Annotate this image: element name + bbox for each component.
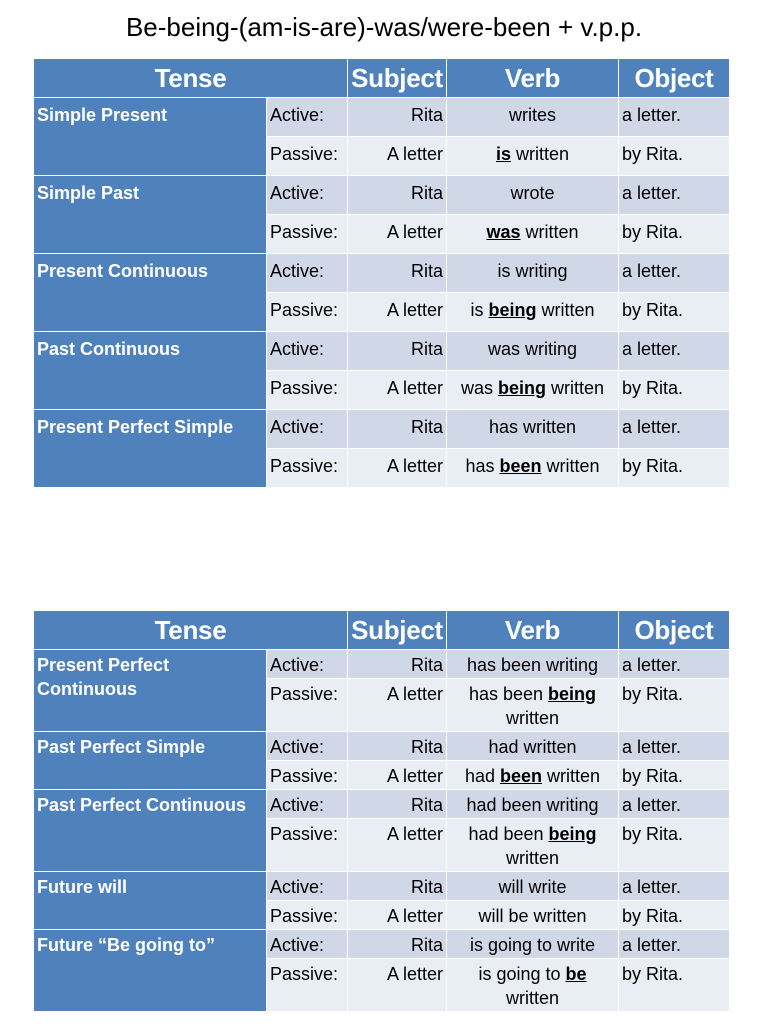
verb-cell	[447, 215, 619, 254]
subject-cell: Rita	[348, 254, 447, 293]
voice-label: Active:	[267, 410, 348, 449]
table-row	[34, 98, 730, 137]
verb-key: being	[497, 378, 546, 398]
subject-cell: Rita	[348, 410, 447, 449]
verb-pre: has been	[468, 684, 549, 704]
verb-post: written	[541, 456, 600, 476]
verb-post: written	[520, 222, 579, 242]
verb-key: be	[565, 964, 587, 984]
verb-pre: is	[470, 300, 489, 320]
header-tense: Tense	[34, 611, 348, 650]
table-row	[34, 254, 730, 293]
tense-name: Future will	[34, 872, 267, 930]
passive-table-1	[33, 58, 730, 488]
subject-cell: A letter	[348, 819, 447, 872]
table-row	[34, 930, 730, 959]
subject-cell: Rita	[348, 176, 447, 215]
tense-name: Past Continuous	[34, 332, 267, 410]
object-cell: a letter.	[619, 872, 730, 901]
page-title: Be-being-(am-is-are)-was/were-been + v.p.p.	[125, 12, 643, 42]
object-cell: a letter.	[619, 254, 730, 293]
header-object: Object	[619, 611, 730, 650]
verb-post: written	[545, 378, 605, 398]
verb-key: being	[548, 824, 597, 844]
voice-label: Active:	[267, 98, 348, 137]
object-cell: a letter.	[619, 790, 730, 819]
object-cell: a letter.	[619, 176, 730, 215]
voice-label: Passive:	[267, 959, 348, 1012]
header-subject: Subject	[348, 59, 447, 98]
object-cell: by Rita.	[619, 371, 730, 410]
header-verb: Verb	[447, 611, 619, 650]
object-cell: a letter.	[619, 930, 730, 959]
subject-cell: A letter	[348, 371, 447, 410]
voice-label: Active:	[267, 650, 348, 679]
verb-cell	[447, 449, 619, 488]
voice-label: Active:	[267, 930, 348, 959]
verb-pre: has	[465, 456, 500, 476]
table-row	[34, 332, 730, 371]
verb-cell	[447, 819, 619, 872]
object-cell: a letter.	[619, 732, 730, 761]
verb-key: been	[500, 766, 543, 786]
verb-cell: wrote	[447, 176, 619, 215]
verb-cell	[447, 293, 619, 332]
verb-key: being	[548, 684, 597, 704]
verb-post: written	[542, 766, 601, 786]
voice-label: Passive:	[267, 761, 348, 790]
voice-label: Passive:	[267, 819, 348, 872]
subject-cell: A letter	[348, 293, 447, 332]
object-cell: by Rita.	[619, 901, 730, 930]
object-cell: a letter.	[619, 98, 730, 137]
verb-cell	[447, 959, 619, 1012]
subject-cell: A letter	[348, 901, 447, 930]
verb-key: is	[495, 144, 511, 164]
subject-cell: A letter	[348, 137, 447, 176]
subject-cell: Rita	[348, 650, 447, 679]
subject-cell: A letter	[348, 449, 447, 488]
verb-pre: was	[460, 378, 498, 398]
header-verb: Verb	[447, 59, 619, 98]
table-row	[34, 176, 730, 215]
verb-post: written	[536, 300, 595, 320]
object-cell: by Rita.	[619, 449, 730, 488]
table-row	[34, 872, 730, 901]
verb-cell	[447, 901, 619, 930]
voice-label: Passive:	[267, 215, 348, 254]
subject-cell: Rita	[348, 872, 447, 901]
object-cell: by Rita.	[619, 215, 730, 254]
object-cell: a letter.	[619, 332, 730, 371]
tense-name: Simple Present	[34, 98, 267, 176]
passive-table-2	[33, 610, 730, 1012]
voice-label: Passive:	[267, 137, 348, 176]
verb-key: was	[486, 222, 521, 242]
verb-key: being	[488, 300, 537, 320]
subject-cell: Rita	[348, 732, 447, 761]
subject-cell: Rita	[348, 930, 447, 959]
verb-cell: will write	[447, 872, 619, 901]
verb-pre: is going to	[478, 964, 566, 984]
voice-label: Passive:	[267, 901, 348, 930]
voice-label: Active:	[267, 790, 348, 819]
subject-cell: Rita	[348, 790, 447, 819]
header-tense: Tense	[34, 59, 348, 98]
header-row	[34, 59, 730, 98]
tense-name: Simple Past	[34, 176, 267, 254]
tense-name: Present Perfect Simple	[34, 410, 267, 488]
verb-cell: had written	[447, 732, 619, 761]
table-row	[34, 790, 730, 819]
table-row	[34, 410, 730, 449]
header-row	[34, 611, 730, 650]
verb-cell: is going to write	[447, 930, 619, 959]
verb-cell: has been writing	[447, 650, 619, 679]
verb-cell: is writing	[447, 254, 619, 293]
subject-cell: A letter	[348, 679, 447, 732]
verb-cell	[447, 371, 619, 410]
object-cell: by Rita.	[619, 819, 730, 872]
object-cell: by Rita.	[619, 137, 730, 176]
voice-label: Active:	[267, 254, 348, 293]
tense-name: Past Perfect Simple	[34, 732, 267, 790]
voice-label: Passive:	[267, 679, 348, 732]
verb-key: been	[499, 456, 542, 476]
header-subject: Subject	[348, 611, 447, 650]
verb-cell: writes	[447, 98, 619, 137]
tense-name: Future “Be going to”	[34, 930, 267, 1012]
verb-cell: had been writing	[447, 790, 619, 819]
voice-label: Passive:	[267, 371, 348, 410]
verb-cell	[447, 137, 619, 176]
verb-post: written	[505, 684, 602, 728]
voice-label: Active:	[267, 332, 348, 371]
object-cell: a letter.	[619, 410, 730, 449]
subject-cell: Rita	[348, 332, 447, 371]
table-row	[34, 650, 730, 679]
subject-cell: Rita	[348, 98, 447, 137]
voice-label: Passive:	[267, 293, 348, 332]
voice-label: Passive:	[267, 449, 348, 488]
subject-cell: A letter	[348, 215, 447, 254]
verb-post: written	[505, 824, 602, 868]
verb-post: written	[510, 144, 570, 164]
object-cell: by Rita.	[619, 679, 730, 732]
subject-cell: A letter	[348, 761, 447, 790]
header-object: Object	[619, 59, 730, 98]
voice-label: Active:	[267, 872, 348, 901]
tense-name: Past Perfect Continuous	[34, 790, 267, 872]
verb-cell	[447, 761, 619, 790]
verb-cell: was writing	[447, 332, 619, 371]
object-cell: a letter.	[619, 650, 730, 679]
verb-pre: had	[464, 766, 500, 786]
object-cell: by Rita.	[619, 959, 730, 1012]
voice-label: Active:	[267, 732, 348, 761]
verb-cell	[447, 679, 619, 732]
table-row	[34, 732, 730, 761]
verb-pre: will be written	[478, 906, 587, 926]
verb-cell: has written	[447, 410, 619, 449]
object-cell: by Rita.	[619, 293, 730, 332]
subject-cell: A letter	[348, 959, 447, 1012]
verb-pre: had been	[468, 824, 549, 844]
tense-name: Present Perfect Continuous	[34, 650, 267, 732]
verb-post: written	[505, 964, 592, 1008]
voice-label: Active:	[267, 176, 348, 215]
object-cell: by Rita.	[619, 761, 730, 790]
tense-name: Present Continuous	[34, 254, 267, 332]
